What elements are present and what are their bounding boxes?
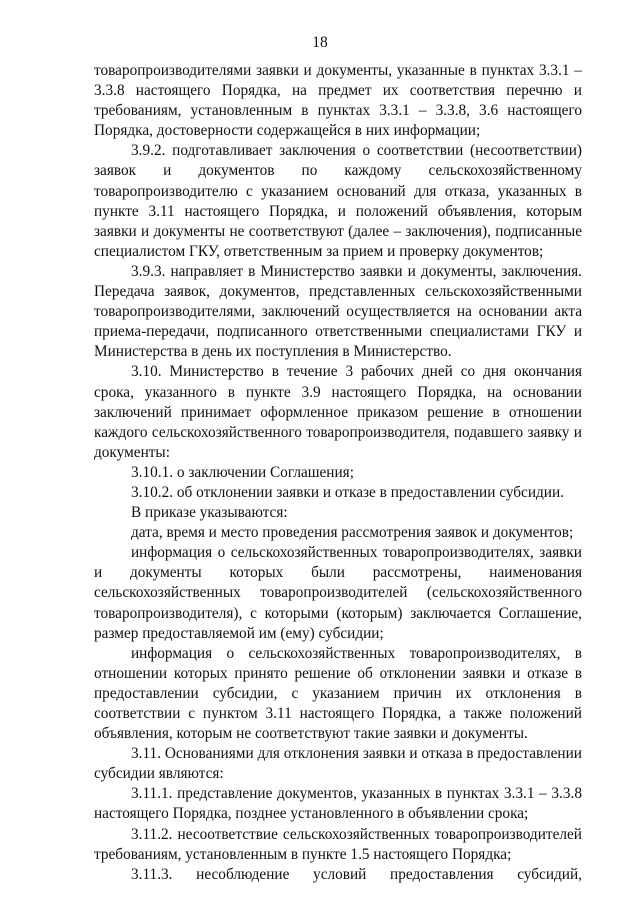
paragraph-3-11-3: 3.11.3. несоблюдение условий предоставления субсидий,: [131, 865, 582, 883]
paragraph-3-9-3: 3.9.3. направляет в Министерство заявки и документы, заключения. Передача заявок, документов, представленных сельскохозяйственными товаропроизводителями, заключений осуществляется на основании акта приема-передачи, подписанного ответственными специалистами ГКУ и Министерства в день их поступления в Министерство.: [94, 262, 582, 361]
paragraph-3-11-2: 3.11.2. несоответствие сельскохозяйственных товаропроизводителей требованиям, установленным в пункте 1.5 настоящего Порядка;: [94, 825, 582, 863]
paragraph-order-contents: В приказе указываются:: [131, 504, 288, 522]
paragraph-date-time-place: дата, время и место проведения рассмотрения заявок и документов;: [131, 524, 574, 542]
paragraph-continuation: товаропроизводителями заявки и документы, указанные в пунктах 3.3.1 – 3.3.8 настоящего Порядка, на предмет их соответствия перечню и требованиям, установленным в пунктах 3.3.1 – 3.3.8, 3.6 настоящего Порядка, достоверности содержащейся в них информации;: [94, 62, 582, 140]
paragraph-3-11: 3.11. Основаниями для отклонения заявки и отказа в предоставлении субсидии являются:: [94, 745, 582, 783]
paragraph-info-rejected: информация о сельскохозяйственных товаропроизводителях, в отношении которых принято решение об отклонении заявки и отказе в предоставлении субсидии, с указанием причин их отклонения в соответствии с пунктом 3.11 настоящего Порядка, а также положений объявления, которым не соответствуют такие заявки и документы.: [94, 644, 582, 743]
paragraph-3-11-1: 3.11.1. представление документов, указанных в пунктах 3.3.1 – 3.3.8 настоящего Порядка, позднее установленного в объявлении срока;: [94, 785, 582, 823]
paragraph-3-9-2: 3.9.2. подготавливает заключения о соответствии (несоответствии) заявок и документов по каждому сельскохозяйственному товаропроизводителю с указанием оснований для отказа, указанных в пункте 3.11 настоящего Порядка, и положений объявления, которым заявки и документы не соответствуют (далее – заключения), подписанные специалистом ГКУ, ответственным за прием и проверку документов;: [94, 142, 582, 260]
paragraph-info-approved: информация о сельскохозяйственных товаропроизводителях, заявки и документы которых были рассмотрены, наименования сельскохозяйственных товаропроизводителей (сельскохозяйственного товаропроизводителя), с которыми (которым) заключается Соглашение, размер предоставляемой им (ему) субсидии;: [94, 544, 582, 642]
page-number: 18: [312, 34, 328, 51]
paragraph-3-10-1: 3.10.1. о заключении Соглашения;: [131, 463, 354, 481]
paragraph-3-10-2: 3.10.2. об отклонении заявки и отказе в предоставлении субсидии.: [131, 483, 565, 501]
paragraph-3-10: 3.10. Министерство в течение 3 рабочих дней со дня окончания срока, указанного в пункте 3.9 настоящего Порядка, на основании заключений принимает оформленное приказом решение в отношении каждого сельскохозяйственного товаропроизводителя, подавшего заявку и документы:: [94, 363, 582, 461]
document-body: [94, 61, 582, 885]
